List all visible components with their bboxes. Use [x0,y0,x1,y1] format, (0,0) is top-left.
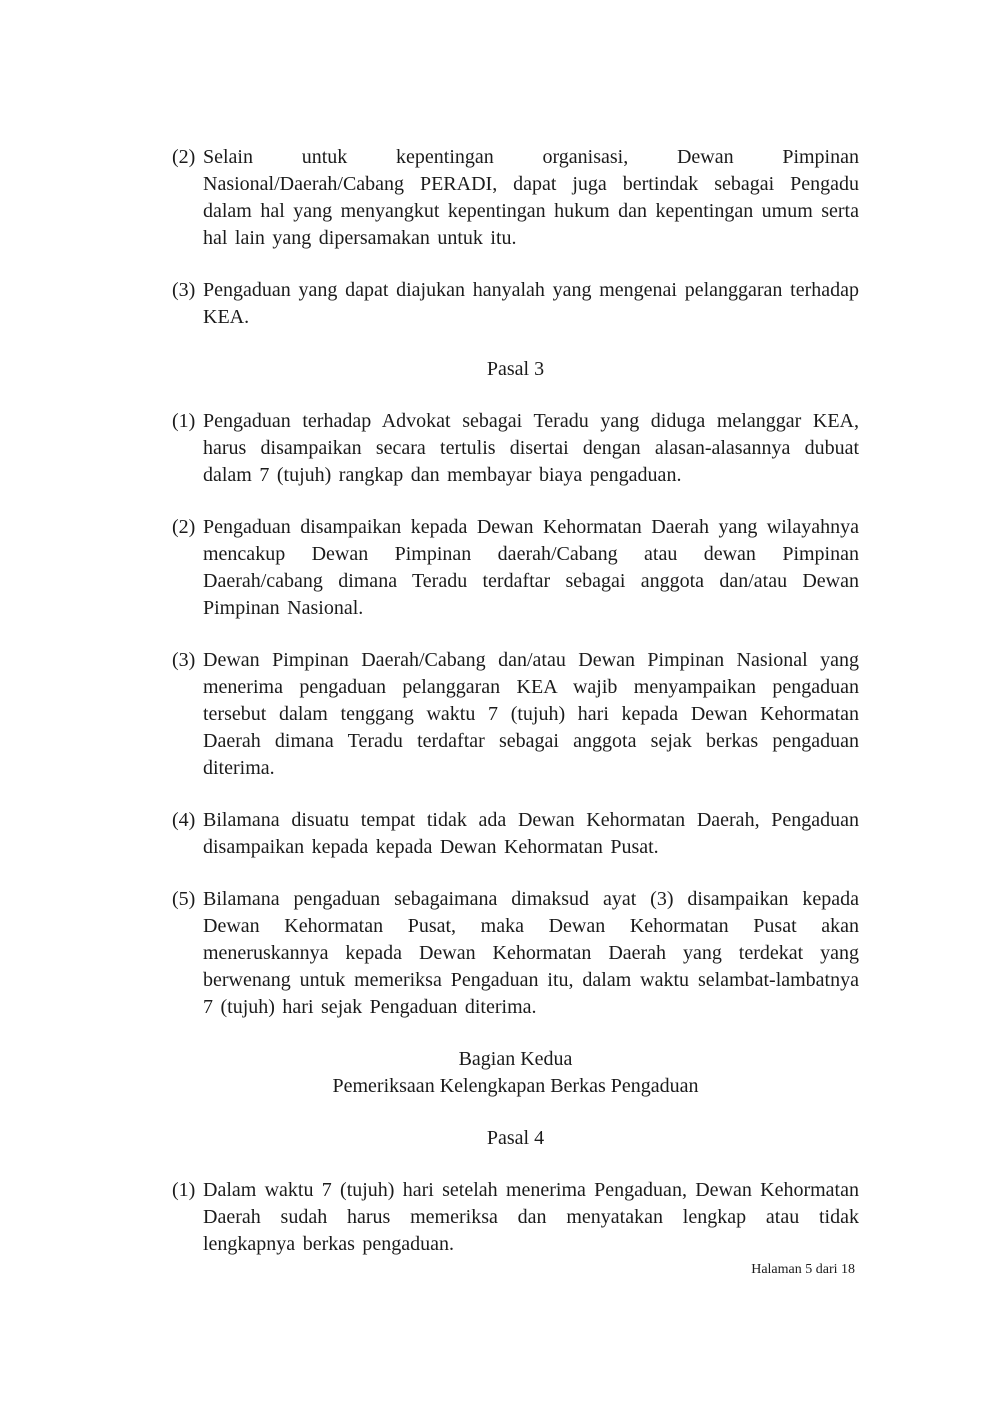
page-number: Halaman 5 dari 18 [751,1262,855,1277]
section-heading-pasal-4: Pasal 4 [486,1127,545,1149]
item-text: Bilamana pengaduan sebagaimana dimaksud ayat (3) disampaikan kepada Dewan Kehormatan Pusat, maka Dewan Kehormatan Pusat akan meneruskannya kepada Dewan Kehormatan Daerah yang terdekat yang berwenang untuk memeriksa Pengaduan itu, dalam waktu selambat-lambatnya 7 (tujuh) hari sejak Pengaduan diterima. [203,888,859,1018]
item-number: (2) [172,516,196,538]
list-item [172,408,859,489]
list-item [172,886,859,1021]
list-item [172,144,859,252]
item-text: Bilamana disuatu tempat tidak ada Dewan Kehormatan Daerah, Pengaduan disampaikan kepada kepada Dewan Kehormatan Pusat. [203,809,859,858]
list-item [172,807,859,861]
item-number: (2) [172,146,196,168]
list-item [172,514,859,622]
document-content [172,144,859,1283]
section-heading-bagian-kedua [172,1046,859,1100]
list-item [172,647,859,782]
item-number: (4) [172,809,196,831]
item-text: Pengaduan disampaikan kepada Dewan Kehormatan Daerah yang wilayahnya mencakup Dewan Pimpinan daerah/Cabang atau dewan Pimpinan Daerah/cabang dimana Teradu terdaftar sebagai anggota dan/atau Dewan Pimpinan Nasional. [203,516,859,619]
list-item [172,1177,859,1258]
section-heading-pasal-3: Pasal 3 [486,358,545,380]
bagian-kedua-title: Bagian Kedua [458,1048,573,1070]
item-text: Selain untuk kepentingan organisasi, Dewan Pimpinan Nasional/Daerah/Cabang PERADI, dapat juga bertindak sebagai Pengadu dalam hal yang menyangkut kepentingan hukum dan kepentingan umum serta hal lain yang dipersamakan untuk itu. [203,146,859,249]
bagian-kedua-subtitle: Pemeriksaan Kelengkapan Berkas Pengaduan [332,1075,699,1097]
item-number: (1) [172,410,196,432]
item-text: Pengaduan yang dapat diajukan hanyalah yang mengenai pelanggaran terhadap KEA. [203,279,859,328]
item-text: Dewan Pimpinan Daerah/Cabang dan/atau Dewan Pimpinan Nasional yang menerima pengaduan pelanggaran KEA wajib menyampaikan pengaduan tersebut dalam tenggang waktu 7 (tujuh) hari kepada Dewan Kehormatan Daerah dimana Teradu terdaftar sebagai anggota sejak berkas pengaduan diterima. [203,649,859,779]
list-item [172,277,859,331]
item-text: Dalam waktu 7 (tujuh) hari setelah menerima Pengaduan, Dewan Kehormatan Daerah sudah harus memeriksa dan menyatakan lengkap atau tidak lengkapnya berkas pengaduan. [203,1179,859,1255]
item-number: (3) [172,279,196,301]
item-number: (3) [172,649,196,671]
item-number: (5) [172,888,196,910]
item-text: Pengaduan terhadap Advokat sebagai Teradu yang diduga melanggar KEA, harus disampaikan secara tertulis disertai dengan alasan-alasannya dubuat dalam 7 (tujuh) rangkap dan membayar biaya pengaduan. [203,410,859,486]
item-number: (1) [172,1179,196,1201]
